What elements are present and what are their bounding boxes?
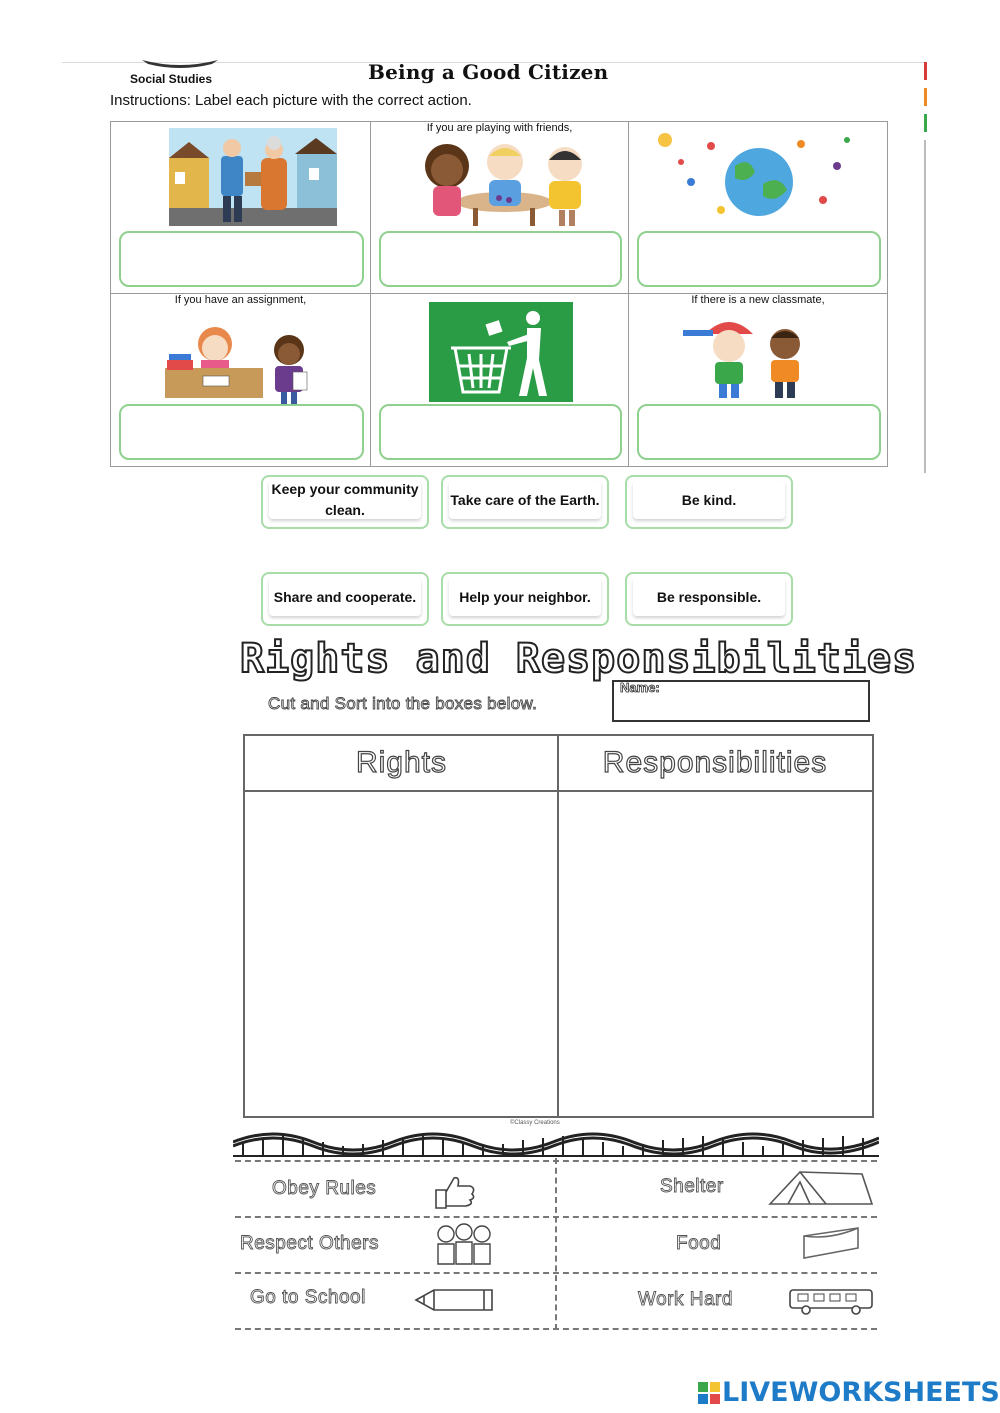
subject-label: Social Studies bbox=[130, 72, 213, 86]
responsibilities-column-header: Responsibilities bbox=[558, 736, 872, 792]
cut-line-vertical bbox=[555, 1158, 557, 1330]
picture-caption: If you are playing with friends, bbox=[426, 122, 573, 134]
pencil-icon bbox=[412, 1286, 502, 1314]
card-label: Help your neighbor. bbox=[449, 578, 601, 616]
answer-card-take-care-of-earth[interactable] bbox=[441, 475, 609, 529]
helping-neighbor-picture bbox=[169, 128, 337, 226]
answer-card-be-responsible[interactable] bbox=[625, 572, 793, 626]
card-label: Share and cooperate. bbox=[269, 578, 421, 616]
name-label: Name: bbox=[620, 680, 660, 695]
card-label: Be kind. bbox=[633, 481, 785, 519]
sort-item-respect-others[interactable]: Respect Others bbox=[240, 1233, 379, 1254]
sort-item-obey-rules[interactable]: Obey Rules bbox=[272, 1178, 377, 1199]
sort-sheet-instruction: Cut and Sort into the boxes below. bbox=[268, 694, 538, 713]
sort-item-food[interactable]: Food bbox=[676, 1233, 722, 1254]
sort-table bbox=[243, 734, 874, 1118]
roller-coaster-border bbox=[233, 1124, 879, 1158]
card-label: Keep your community clean. bbox=[269, 481, 421, 519]
pie-slice-icon bbox=[800, 1224, 864, 1264]
answer-card-help-your-neighbor[interactable] bbox=[441, 572, 609, 626]
sort-item-go-to-school[interactable]: Go to School bbox=[250, 1287, 366, 1308]
grid-cell-5 bbox=[371, 294, 629, 466]
teacher-student-picture bbox=[163, 324, 325, 406]
answer-card-be-kind[interactable] bbox=[625, 475, 793, 529]
responsibilities-drop-zone[interactable] bbox=[559, 792, 872, 1116]
answer-box-3[interactable] bbox=[637, 231, 881, 287]
grid-cell-3 bbox=[629, 122, 887, 294]
sort-sheet-title: Rights and Responsibilities bbox=[240, 636, 918, 682]
kids-playing-picture bbox=[409, 136, 599, 228]
rights-column-header: Rights bbox=[245, 736, 558, 792]
grid-cell-6 bbox=[629, 294, 887, 466]
answer-box-5[interactable] bbox=[379, 404, 622, 460]
answer-box-4[interactable] bbox=[119, 404, 364, 460]
graduation-cap-icon bbox=[140, 58, 220, 68]
card-label: Be responsible. bbox=[633, 578, 785, 616]
picture-caption: If you have an assignment, bbox=[174, 294, 307, 306]
answer-card-share-and-cooperate[interactable] bbox=[261, 572, 429, 626]
grid-cell-4 bbox=[111, 294, 371, 466]
liveworksheets-brand: LIVEWORKSHEETS bbox=[722, 1377, 1000, 1408]
worksheet-title: Being a Good Citizen bbox=[368, 60, 609, 84]
picture-grid bbox=[110, 121, 888, 467]
two-boys-picture bbox=[679, 314, 829, 400]
sort-item-work-hard[interactable]: Work Hard bbox=[638, 1289, 733, 1310]
instructions: Instructions: Label each picture with the correct action. bbox=[110, 92, 472, 109]
grid-cell-2 bbox=[371, 122, 629, 294]
kids-group-icon bbox=[432, 1222, 498, 1268]
school-bus-icon bbox=[786, 1286, 878, 1316]
tent-icon bbox=[766, 1168, 876, 1210]
answer-box-2[interactable] bbox=[379, 231, 622, 287]
answer-box-1[interactable] bbox=[119, 231, 364, 287]
card-label: Take care of the Earth. bbox=[449, 481, 601, 519]
margin-line bbox=[924, 140, 926, 473]
rights-drop-zone[interactable] bbox=[245, 792, 557, 1116]
earth-children-picture bbox=[651, 126, 865, 222]
trash-bin-sign-picture bbox=[429, 302, 573, 402]
answer-box-6[interactable] bbox=[637, 404, 881, 460]
answer-card-keep-community-clean[interactable] bbox=[261, 475, 429, 529]
grid-cell-1 bbox=[111, 122, 371, 294]
margin-red-mark bbox=[924, 62, 927, 80]
picture-caption: If there is a new classmate, bbox=[691, 294, 825, 306]
margin-orange-mark bbox=[924, 88, 927, 106]
margin-green-mark bbox=[924, 114, 927, 132]
thumbs-up-icon bbox=[430, 1172, 478, 1210]
credit-text: ©Classy Creations bbox=[510, 1120, 560, 1126]
liveworksheets-logo-icon bbox=[698, 1382, 720, 1404]
sort-item-shelter[interactable]: Shelter bbox=[660, 1176, 724, 1197]
